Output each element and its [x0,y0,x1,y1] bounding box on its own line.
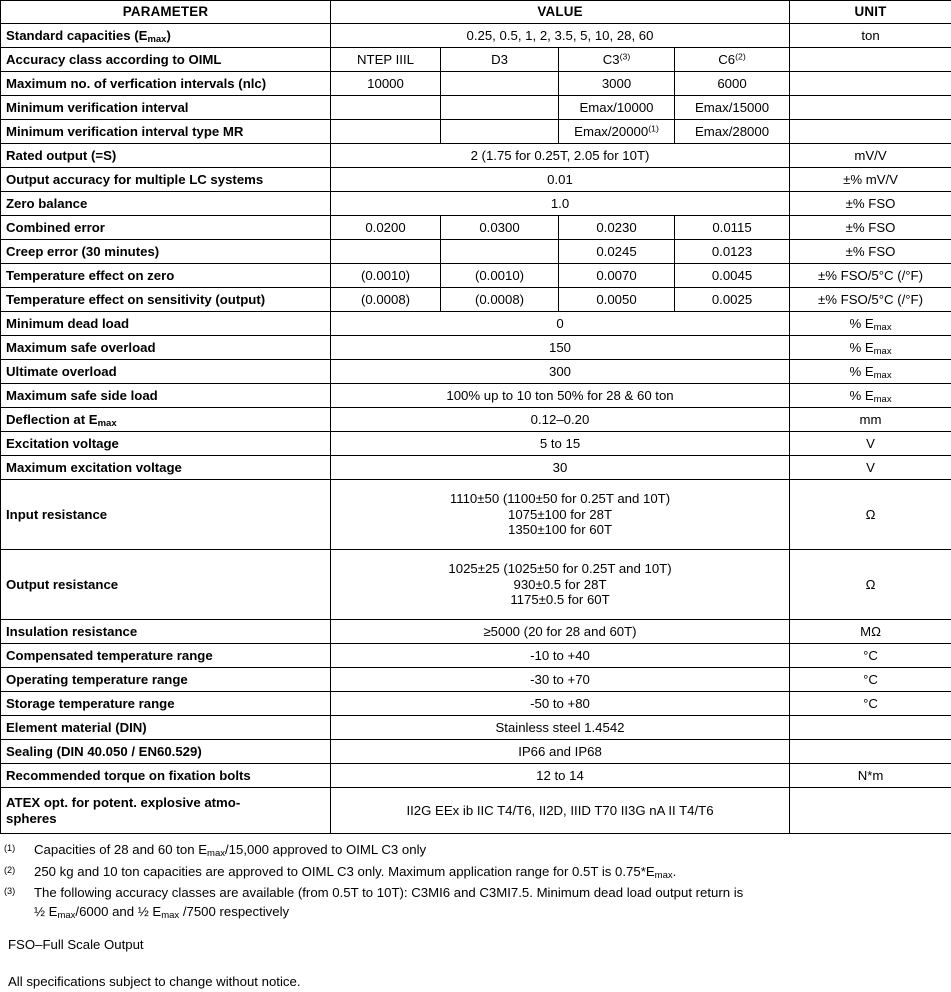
parameter-cell-input-resistance: Input resistance [1,480,331,550]
value-cell-excitation-voltage: 5 to 15 [331,432,790,456]
table-row [1,336,951,360]
value-cell-min-verification-interval-col2 [441,96,559,120]
value-cell-minimum-dead-load: 0 [331,312,790,336]
unit-cell-max-verification-intervals [790,72,951,96]
value-cell-min-verification-interval-mr-col1 [331,120,441,144]
parameter-cell-rated-output: Rated output (=S) [1,144,331,168]
footnote-marker: (3) [4,884,34,898]
table-row [1,216,951,240]
parameter-cell-combined-error: Combined error [1,216,331,240]
unit-cell-minimum-dead-load: % $E_{max}$ [790,312,951,336]
footnote-marker: (1) [4,841,34,855]
value-cell-creep-error-col1 [331,240,441,264]
value-cell-max-verification-intervals-col1: 10000 [331,72,441,96]
unit-cell-temp-effect-sensitivity: ±% FSO/5°C (/°F) [790,288,951,312]
table-row [1,384,951,408]
unit-cell-min-verification-interval [790,96,951,120]
unit-cell-storage-temp-range: °C [790,692,951,716]
value-cell-ultimate-overload: 300 [331,360,790,384]
table-row [1,692,951,716]
parameter-cell-min-verification-interval-mr: Minimum verification interval type MR [1,120,331,144]
value-cell-compensated-temp-range: -10 to +40 [331,644,790,668]
value-cell-recommended-torque: 12 to 14 [331,764,790,788]
parameter-cell-ultimate-overload: Ultimate overload [1,360,331,384]
parameter-cell-temp-effect-zero: Temperature effect on zero [1,264,331,288]
footnote-list [4,841,947,922]
value-line: 930±0.5 for 28T [336,577,784,593]
parameter-cell-accuracy-class: Accuracy class according to OIML [1,48,331,72]
unit-cell-max-safe-overload: % $E_{max}$ [790,336,951,360]
value-cell-output-resistance [331,550,790,620]
table-row [1,120,951,144]
value-cell-temp-effect-zero-col4: 0.0045 [675,264,790,288]
value-cell-min-verification-interval-mr-col3: Emax/20000$^{(1)}$ [559,120,675,144]
value-cell-sealing: IP66 and IP68 [331,740,790,764]
value-cell-temp-effect-sensitivity-col1: (0.0008) [331,288,441,312]
parameter-cell-output-resistance: Output resistance [1,550,331,620]
table-row [1,480,951,550]
value-cell-standard-capacities: 0.25, 0.5, 1, 2, 3.5, 5, 10, 28, 60 [331,24,790,48]
value-cell-min-verification-interval-col3: Emax/10000 [559,96,675,120]
parameter-cell-storage-temp-range: Storage temperature range [1,692,331,716]
column-header-parameter: PARAMETER [1,1,331,24]
parameter-cell-compensated-temp-range: Compensated temperature range [1,644,331,668]
value-line: 1350±100 for 60T [336,522,784,538]
value-cell-rated-output: 2 (1.75 for 0.25T, 2.05 for 10T) [331,144,790,168]
footnote-2 [4,863,947,882]
value-cell-creep-error-col3: 0.0245 [559,240,675,264]
unit-cell-insulation-resistance: MΩ [790,620,951,644]
value-cell-combined-error-col2: 0.0300 [441,216,559,240]
column-header-value: VALUE [331,1,790,24]
footnote-text: Capacities of 28 and 60 ton $E_{max}/15,000$ approved to OIML C3 only [34,841,947,860]
unit-cell-standard-capacities: ton [790,24,951,48]
value-cell-max-verification-intervals-col4: 6000 [675,72,790,96]
unit-cell-operating-temp-range: °C [790,668,951,692]
table-row [1,740,951,764]
unit-cell-creep-error: ±% FSO [790,240,951,264]
parameter-cell-minimum-dead-load: Minimum dead load [1,312,331,336]
value-line: 1175±0.5 for 60T [336,592,784,608]
table-row [1,668,951,692]
parameter-cell-max-verification-intervals: Maximum no. of verfication intervals (nlc) [1,72,331,96]
value-cell-output-accuracy-multiple-lc: 0.01 [331,168,790,192]
value-cell-max-safe-side-load: 100% up to 10 ton 50% for 28 & 60 ton [331,384,790,408]
unit-cell-max-excitation-voltage: V [790,456,951,480]
value-cell-min-verification-interval-col1 [331,96,441,120]
footnote-1 [4,841,947,860]
table-row [1,48,951,72]
unit-cell-zero-balance: ±% FSO [790,192,951,216]
value-cell-atex-option: II2G EEx ib IIC T4/T6, II2D, IIID T70 II3G nA II T4/T6 [331,788,790,834]
unit-cell-output-resistance: Ω [790,550,951,620]
value-cell-min-verification-interval-mr-col2 [441,120,559,144]
value-cell-temp-effect-sensitivity-col3: 0.0050 [559,288,675,312]
parameter-cell-operating-temp-range: Operating temperature range [1,668,331,692]
unit-cell-output-accuracy-multiple-lc: ±% mV/V [790,168,951,192]
unit-cell-excitation-voltage: V [790,432,951,456]
parameter-cell-max-excitation-voltage: Maximum excitation voltage [1,456,331,480]
table-row [1,72,951,96]
table-row [1,360,951,384]
table-row [1,96,951,120]
table-row [1,264,951,288]
table-row [1,620,951,644]
unit-cell-compensated-temp-range: °C [790,644,951,668]
value-cell-combined-error-col1: 0.0200 [331,216,441,240]
parameter-cell-deflection: Deflection at $E_{max}$ [1,408,331,432]
parameter-cell-zero-balance: Zero balance [1,192,331,216]
unit-cell-element-material [790,716,951,740]
value-line: 1025±25 (1025±50 for 0.25T and 10T) [336,561,784,577]
value-cell-temp-effect-zero-col1: (0.0010) [331,264,441,288]
value-cell-temp-effect-zero-col3: 0.0070 [559,264,675,288]
value-cell-accuracy-class-col4: C6$^{(2)}$ [675,48,790,72]
parameter-cell-max-safe-overload: Maximum safe overload [1,336,331,360]
table-row [1,168,951,192]
unit-cell-sealing [790,740,951,764]
unit-cell-accuracy-class [790,48,951,72]
value-cell-creep-error-col2 [441,240,559,264]
parameter-cell-recommended-torque: Recommended torque on fixation bolts [1,764,331,788]
value-cell-temp-effect-sensitivity-col4: 0.0025 [675,288,790,312]
table-row [1,432,951,456]
value-cell-combined-error-col4: 0.0115 [675,216,790,240]
footnote-text: The following accuracy classes are available (from 0.5T to 10T): C3MI6 and C3MI7.5. Minimum dead load output return is ½ $E_{max}/6000$ and ½ $E_{max}$ /7500 respectively [34,884,947,921]
value-cell-max-excitation-voltage: 30 [331,456,790,480]
parameter-cell-sealing: Sealing (DIN 40.050 / EN60.529) [1,740,331,764]
table-row [1,456,951,480]
table-row [1,24,951,48]
parameter-cell-output-accuracy-multiple-lc: Output accuracy for multiple LC systems [1,168,331,192]
parameter-cell-insulation-resistance: Insulation resistance [1,620,331,644]
parameter-cell-atex-option: ATEX opt. for potent. explosive atmo- spheres [1,788,331,834]
value-cell-deflection: 0.12–0.20 [331,408,790,432]
value-cell-creep-error-col4: 0.0123 [675,240,790,264]
table-header [1,1,951,24]
unit-cell-rated-output: mV/V [790,144,951,168]
unit-cell-temp-effect-zero: ±% FSO/5°C (/°F) [790,264,951,288]
table-row [1,716,951,740]
fso-legend: FSO–Full Scale Output [4,936,947,954]
parameter-cell-standard-capacities: Standard capacities $(E_{max})$ [1,24,331,48]
value-cell-max-safe-overload: 150 [331,336,790,360]
unit-cell-deflection: mm [790,408,951,432]
value-cell-temp-effect-zero-col2: (0.0010) [441,264,559,288]
value-cell-insulation-resistance: ≥5000 (20 for 28 and 60T) [331,620,790,644]
value-line: 1110±50 (1100±50 for 0.25T and 10T) [336,491,784,507]
disclaimer-text: All specifications subject to change without notice. [4,973,947,991]
table-body [1,24,951,834]
table-row [1,312,951,336]
parameter-cell-excitation-voltage: Excitation voltage [1,432,331,456]
value-cell-combined-error-col3: 0.0230 [559,216,675,240]
table-row [1,408,951,432]
value-cell-zero-balance: 1.0 [331,192,790,216]
value-cell-max-verification-intervals-col2 [441,72,559,96]
value-cell-accuracy-class-col1: NTEP IIIL [331,48,441,72]
footnote-marker: (2) [4,863,34,877]
value-cell-storage-temp-range: -50 to +80 [331,692,790,716]
parameter-cell-temp-effect-sensitivity: Temperature effect on sensitivity (output) [1,288,331,312]
value-cell-min-verification-interval-col4: Emax/15000 [675,96,790,120]
parameter-cell-min-verification-interval: Minimum verification interval [1,96,331,120]
unit-cell-input-resistance: Ω [790,480,951,550]
table-row [1,644,951,668]
value-cell-input-resistance [331,480,790,550]
unit-cell-combined-error: ±% FSO [790,216,951,240]
table-row [1,788,951,834]
footnote-3 [4,884,947,921]
value-cell-max-verification-intervals-col3: 3000 [559,72,675,96]
unit-cell-max-safe-side-load: % $E_{max}$ [790,384,951,408]
value-cell-element-material: Stainless steel 1.4542 [331,716,790,740]
value-cell-accuracy-class-col3: C3$^{(3)}$ [559,48,675,72]
footnotes-section [0,841,951,992]
table-row [1,240,951,264]
parameter-cell-max-safe-side-load: Maximum safe side load [1,384,331,408]
table-row [1,288,951,312]
unit-cell-ultimate-overload: % $E_{max}$ [790,360,951,384]
footnote-text: 250 kg and 10 ton capacities are approved to OIML C3 only. Maximum application range for 0.5T is $0.75*E_{max}$. [34,863,947,882]
parameter-cell-element-material: Element material (DIN) [1,716,331,740]
unit-cell-recommended-torque: N*m [790,764,951,788]
column-header-unit: UNIT [790,1,951,24]
value-cell-operating-temp-range: -30 to +70 [331,668,790,692]
unit-cell-atex-option [790,788,951,834]
table-row [1,144,951,168]
table-row [1,764,951,788]
value-line: 1075±100 for 28T [336,507,784,523]
value-cell-accuracy-class-col2: D3 [441,48,559,72]
table-row [1,192,951,216]
parameter-cell-creep-error: Creep error (30 minutes) [1,240,331,264]
value-cell-temp-effect-sensitivity-col2: (0.0008) [441,288,559,312]
header-row [1,1,951,24]
value-cell-min-verification-interval-mr-col4: Emax/28000 [675,120,790,144]
unit-cell-min-verification-interval-mr [790,120,951,144]
table-row [1,550,951,620]
